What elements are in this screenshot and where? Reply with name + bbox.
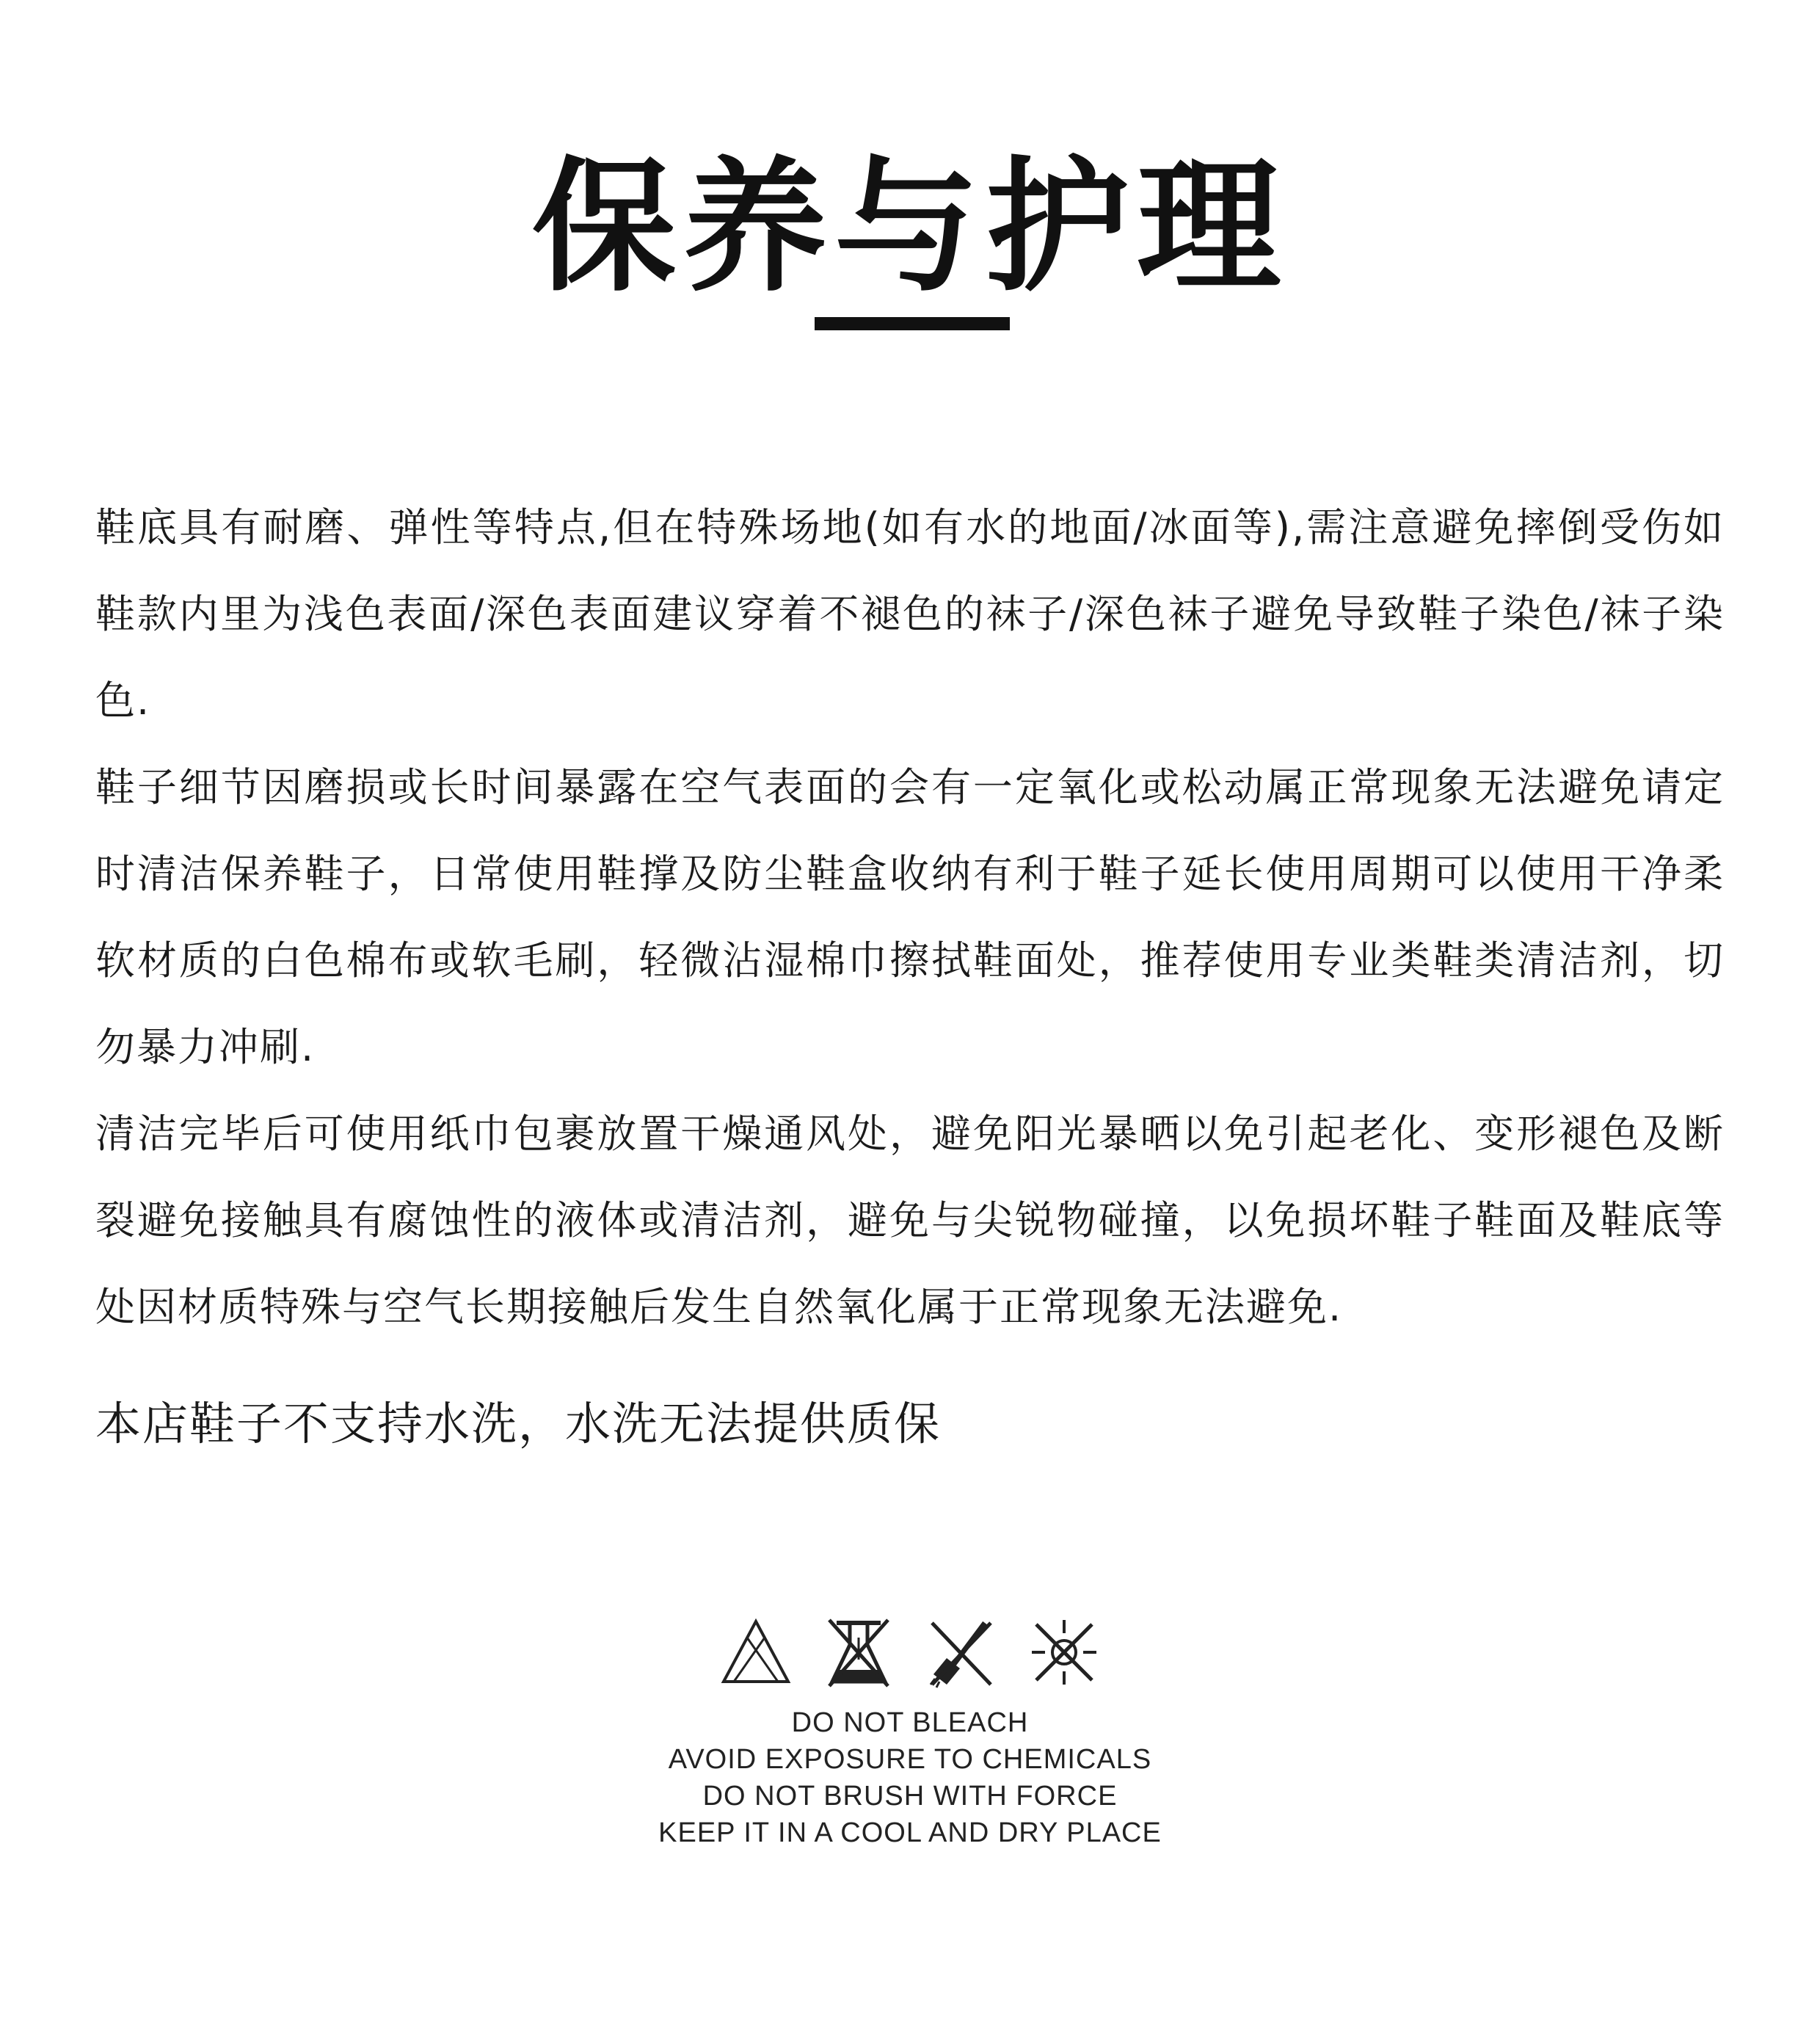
paragraph-cleaning: 鞋子细节因磨损或长时间暴露在空气表面的会有一定氧化或松动属正常现象无法避免请定时清洁保养鞋子，日常使用鞋撑及防尘鞋盒收纳有利于鞋子延长使用周期可以使用干净柔软材质的白色棉布或软毛刷，轻微沾湿棉巾擦拭鞋面处，推荐使用专业类鞋类清洁剂，切勿暴力冲刷. <box>95 764 1725 1070</box>
care-instruction-list <box>0 1704 1820 1851</box>
care-instruction-no-brush: DO NOT BRUSH WITH FORCE <box>702 1781 1118 1812</box>
no-chemicals-icon <box>822 1616 895 1689</box>
no-sun-icon <box>1027 1616 1101 1689</box>
care-instruction-cool-dry: KEEP IT IN A COOL AND DRY PLACE <box>658 1817 1162 1848</box>
no-wash-notice: 本店鞋子不支持水洗，水洗无法提供质保 <box>95 1397 942 1450</box>
paragraph-storage: 清洁完毕后可使用纸巾包裹放置干燥通风处，避免阳光暴晒以免引起老化、变形褪色及断裂避免接触具有腐蚀性的液体或清洁剂，避免与尖锐物碰撞，以免损坏鞋子鞋面及鞋底等处因材质特殊与空气长期接触后发生自然氧化属于正常现象无法避免. <box>95 1111 1725 1330</box>
title-underline <box>815 317 1010 330</box>
no-bleach-icon <box>719 1616 793 1689</box>
care-instruction-no-chemicals: AVOID EXPOSURE TO CHEMICALS <box>668 1744 1152 1775</box>
paragraph-sole: 鞋底具有耐磨、弹性等特点,但在特殊场地(如有水的地面/冰面等),需注意避免摔倒受伤如鞋款内里为浅色表面/深色表面建议穿着不褪色的袜子/深色袜子避免导致鞋子染色/袜子染色. <box>95 504 1725 724</box>
care-instruction-no-bleach: DO NOT BLEACH <box>791 1707 1029 1738</box>
no-brush-icon <box>925 1616 998 1689</box>
care-icon-row <box>719 1612 1101 1693</box>
page-title: 保养与护理 <box>531 144 1288 311</box>
care-description <box>95 484 1725 1351</box>
